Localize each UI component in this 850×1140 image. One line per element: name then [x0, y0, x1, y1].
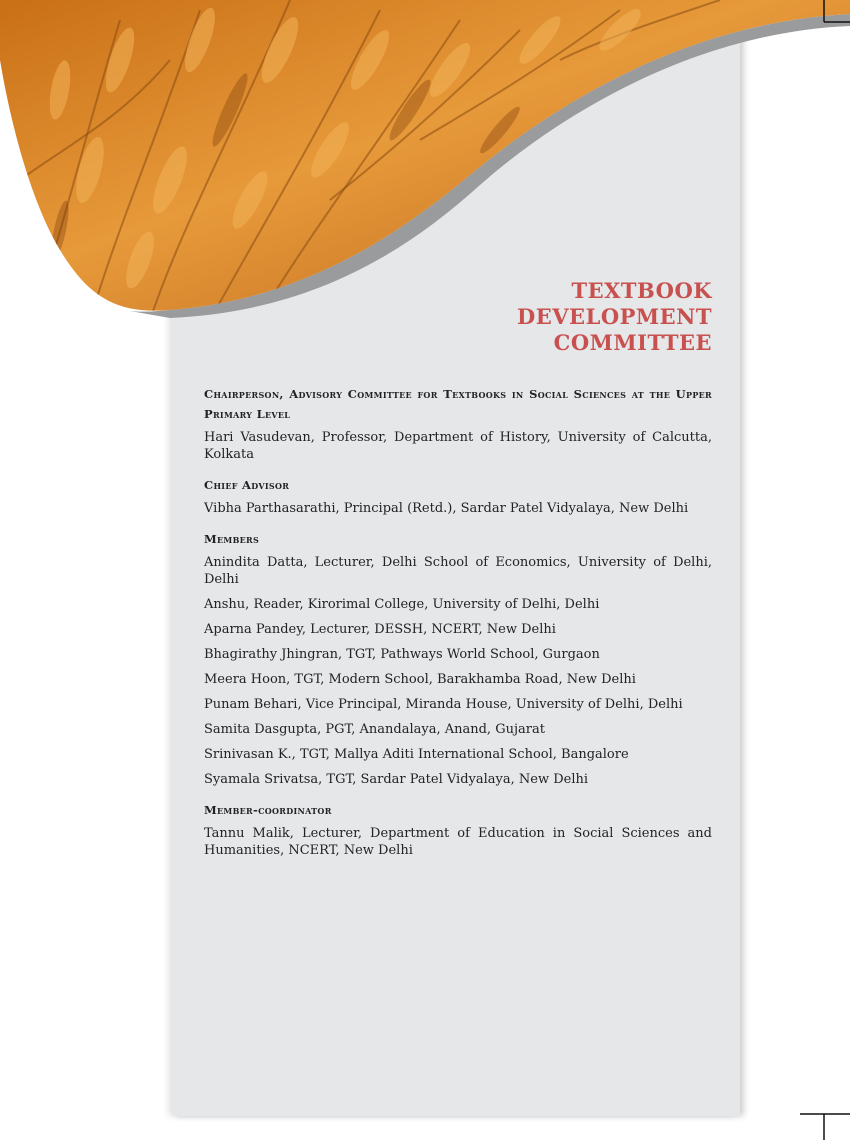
member-entry: Anshu, Reader, Kirorimal College, University of Delhi, Delhi	[204, 597, 600, 612]
member-entry: Srinivasan K., TGT, Mallya Aditi International School, Bangalore	[204, 747, 629, 762]
member-entry: Samita Dasgupta, PGT, Anandalaya, Anand, Gujarat	[204, 722, 545, 737]
section-chief-advisor	[204, 475, 712, 517]
committee-list	[204, 384, 712, 871]
member-entry: Vibha Parthasarathi, Principal (Retd.), Sardar Patel Vidyalaya, New Delhi	[204, 501, 689, 516]
title-line: TEXTBOOK	[571, 278, 712, 303]
member-entry: Tannu Malik, Lecturer, Department of Education in Social Sciences and Humanities, NCERT, New Delhi	[204, 826, 712, 858]
section-member-coordinator	[204, 800, 712, 859]
section-members	[204, 529, 712, 788]
member-entry: Syamala Srivatsa, TGT, Sardar Patel Vidyalaya, New Delhi	[204, 772, 589, 787]
member-entry: Aparna Pandey, Lecturer, DESSH, NCERT, New Delhi	[204, 622, 556, 637]
crop-mark-top	[800, 0, 850, 26]
title-line: DEVELOPMENT	[517, 304, 712, 329]
wheat-banner-image	[0, 0, 850, 330]
member-entry: Meera Hoon, TGT, Modern School, Barakhamba Road, New Delhi	[204, 672, 636, 687]
member-entry: Hari Vasudevan, Professor, Department of History, University of Calcutta, Kolkata	[204, 430, 712, 462]
section-heading: Chief Advisor	[204, 478, 290, 492]
member-entry: Punam Behari, Vice Principal, Miranda House, University of Delhi, Delhi	[204, 697, 683, 712]
crop-mark-bottom	[800, 1110, 850, 1140]
section-chairperson	[204, 384, 712, 463]
title-line: COMMITTEE	[553, 330, 712, 355]
section-heading: Members	[204, 532, 260, 546]
section-heading: Chairperson, Advisory Committee for Textbooks in Social Sciences at the Upper Primary Level	[204, 387, 712, 421]
page-title	[517, 278, 712, 356]
member-entry: Bhagirathy Jhingran, TGT, Pathways World School, Gurgaon	[204, 647, 600, 662]
member-entry: Anindita Datta, Lecturer, Delhi School of Economics, University of Delhi, Delhi	[204, 555, 712, 587]
section-heading: Member-coordinator	[204, 803, 332, 817]
